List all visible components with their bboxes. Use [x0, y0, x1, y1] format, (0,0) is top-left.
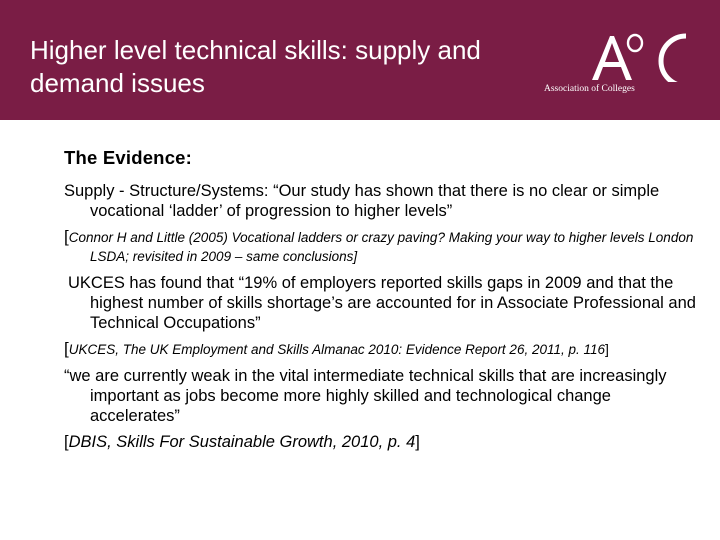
- logo-caption: Association of Colleges: [544, 84, 635, 94]
- evidence-heading: The Evidence:: [64, 147, 193, 168]
- aoc-logo: [534, 32, 700, 112]
- citation-dbis: [64, 432, 704, 452]
- supply-paragraph: Supply - Structure/Systems: “Our study has shown that there is no clear or simple vocational ‘ladder’ of progression to higher levels”: [64, 182, 660, 220]
- dbis-quote-paragraph: “we are currently weak in the vital intermediate technical skills that are increasingly important as jobs become more highly skilled and technological change accelerates”: [64, 367, 667, 425]
- citation-dbis-text: DBIS, Skills For Sustainable Growth, 2010, p. 4: [68, 433, 416, 451]
- slide-body: [64, 147, 704, 458]
- citation-bracket: [: [64, 339, 69, 358]
- citation-bracket: [: [64, 227, 69, 246]
- ukces-paragraph: UKCES has found that “19% of employers reported skills gaps in 2009 and that the highest number of skills shortage’s are accounted for in Associate Professional and Technical Occupations”: [68, 274, 696, 332]
- citation-ukces: [64, 339, 704, 359]
- citation-ukces-text: UKCES, The UK Employment and Skills Almanac 2010: Evidence Report 26, 2011, p. 116: [68, 342, 606, 357]
- slide-header: [0, 0, 720, 120]
- citation-connor-text: Connor H and Little (2005) Vocational ladders or crazy paving? Making your way to higher levels London LSDA; revisited in 2009 – same conclusions]: [68, 230, 694, 264]
- slide-title: Higher level technical skills: supply and demand issues: [30, 35, 481, 98]
- citation-bracket: ]: [415, 433, 420, 451]
- aoc-logo-mark: [534, 32, 700, 82]
- citation-bracket: ]: [605, 341, 609, 357]
- citation-connor: [64, 227, 704, 266]
- citation-bracket: [: [64, 433, 69, 451]
